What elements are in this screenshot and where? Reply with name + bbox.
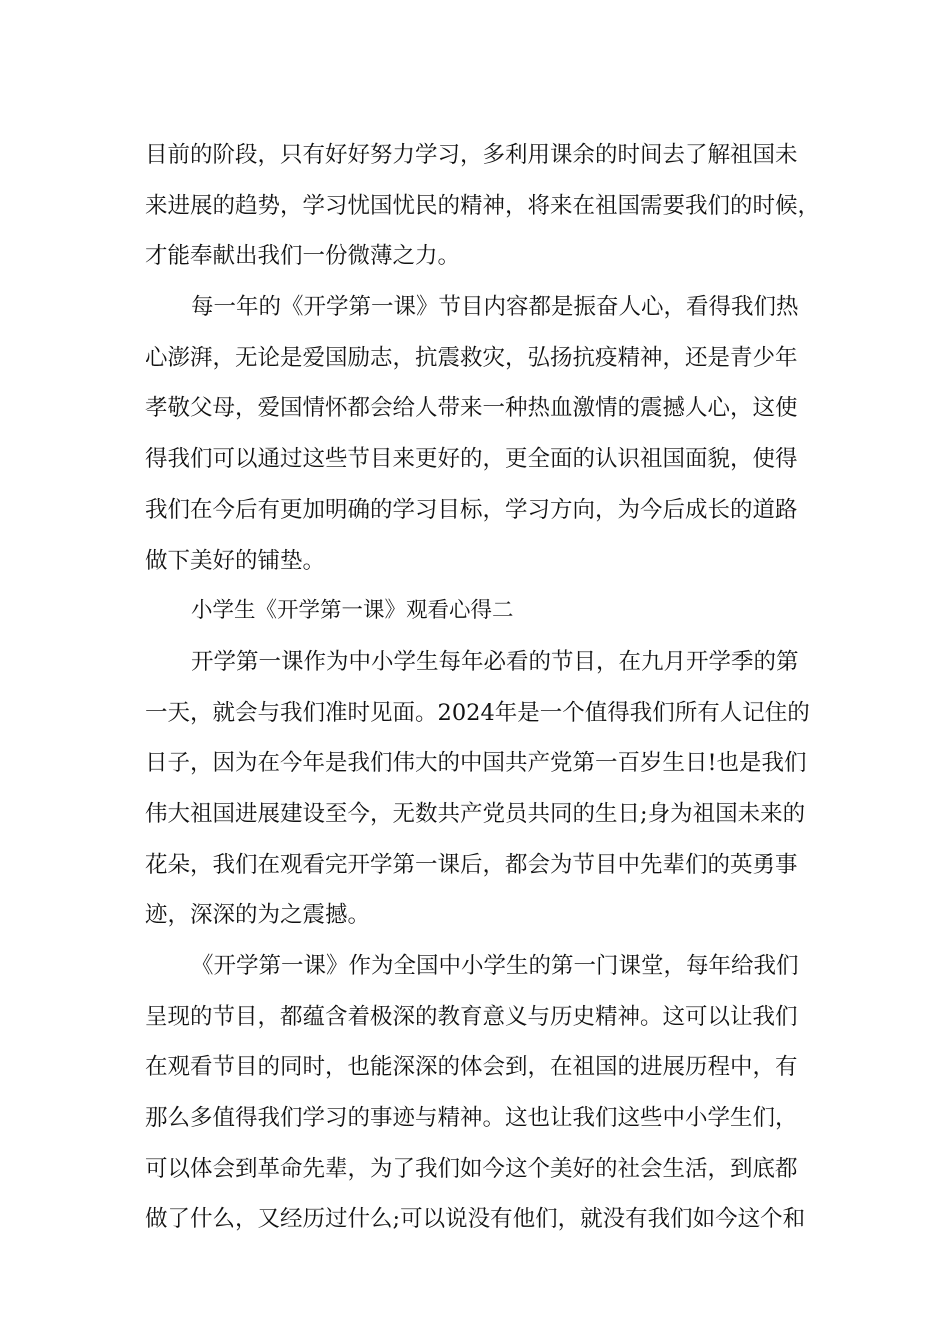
document-page [145,130,821,1245]
text-line: 一天，就会与我们准时见面。2024年是一个值得我们所有人记住的 [145,699,810,726]
text-line: 做下美好的铺垫。 [145,547,326,574]
text-line: 做了什么，又经历过什么;可以说没有他们，就没有我们如今这个和 [145,1206,806,1233]
text-line: 目前的阶段，只有好好努力学习，多利用课余的时间去了解祖国未 [145,142,798,168]
section-heading: 小学生《开学第一课》观看心得二 [191,598,514,624]
paragraph-first-line: 每一年的《开学第一课》节目内容都是振奋人心，看得我们热 [191,294,799,321]
text-line: 可以体会到革命先辈，为了我们如今这个美好的社会生活，到底都 [145,1155,798,1182]
text-line: 得我们可以通过这些节目来更好的，更全面的认识祖国面貌，使得 [145,446,798,473]
text-line: 来进展的趋势，学习忧国忧民的精神，将来在祖国需要我们的时候， [145,192,821,219]
text-line: 那么多值得我们学习的事迹与精神。这也让我们这些中小学生们， [145,1105,798,1132]
text-line: 花朵，我们在观看完开学第一课后，都会为节目中先辈们的英勇事 [145,851,798,878]
text-line: 心澎湃，无论是爱国励志，抗震救灾，弘扬抗疫精神，还是青少年 [145,344,798,371]
text-line: 迹，深深的为之震撼。 [145,902,371,929]
text-line: 在观看节目的同时，也能深深的体会到，在祖国的进展历程中，有 [145,1054,798,1081]
text-line: 呈现的节目，都蕴含着极深的教育意义与历史精神。这可以让我们 [145,1003,798,1030]
text-line: 孝敬父母，爱国情怀都会给人带来一种热血激情的震撼人心，这使 [145,395,798,422]
text-line: 才能奉献出我们一份微薄之力。 [145,243,461,270]
text-line: 伟大祖国进展建设至今，无数共产党员共同的生日;身为祖国未来的 [145,800,806,827]
text-line: 我们在今后有更加明确的学习目标，学习方向，为今后成长的道路 [145,496,798,523]
paragraph-first-line: 《开学第一课》作为全国中小学生的第一门课堂，每年给我们 [191,953,799,979]
text-line: 日子，因为在今年是我们伟大的中国共产党第一百岁生日!也是我们 [145,750,807,777]
paragraph-first-line: 开学第一课作为中小学生每年必看的节目，在九月开学季的第 [191,648,799,675]
